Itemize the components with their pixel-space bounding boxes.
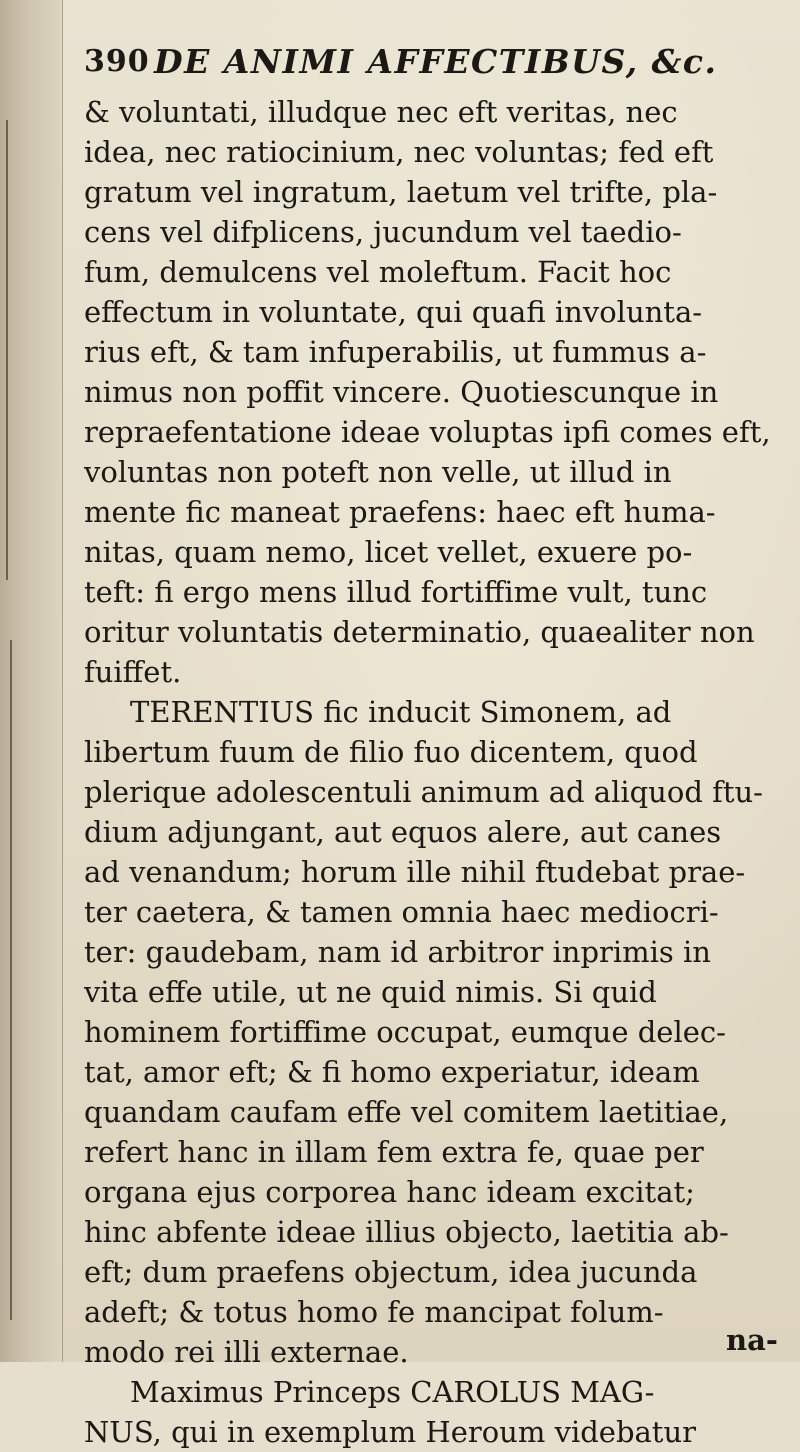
- text-line: NUS, qui in exemplum Heroum videbatur: [84, 1415, 697, 1449]
- text-line: ad venandum; horum ille nihil ftudebat prae-: [84, 855, 746, 889]
- text-line: nimus non poffit vincere. Quotiescunque in: [84, 375, 719, 409]
- text-line: hominem fortiffime occupat, eumque delec-: [84, 1015, 726, 1049]
- text-line: ter caetera, & tamen omnia haec mediocri-: [84, 895, 719, 929]
- text-line: hinc abfente ideae illius objecto, laetitia ab-: [84, 1215, 729, 1249]
- body-text: [84, 92, 790, 1452]
- page-number: 390: [84, 44, 150, 79]
- text-line: fum, demulcens vel moleftum. Facit hoc: [84, 255, 672, 289]
- text-line: teft: fi ergo mens illud fortiffime vult, tunc: [84, 575, 708, 609]
- text-line: tat, amor eft; & fi homo experiatur, ideam: [84, 1055, 700, 1089]
- running-head: DE ANIMI AFFECTIBUS, &c.: [154, 42, 718, 81]
- text-line: quandam caufam effe vel comitem laetitiae,: [84, 1095, 729, 1129]
- text-line: idea, nec ratiocinium, nec voluntas; fed eft: [84, 135, 714, 169]
- text-line: repraefentatione ideae voluptas ipfi comes eft,: [84, 415, 771, 449]
- text-line: eft; dum praefens objectum, idea jucunda: [84, 1255, 698, 1289]
- text-line: voluntas non poteft non velle, ut illud in: [84, 455, 672, 489]
- gutter-edge-line: [6, 120, 8, 580]
- text-line: libertum fuum de filio fuo dicentem, quod: [84, 735, 698, 769]
- page-header: [84, 44, 784, 88]
- text-line: ter: gaudebam, nam id arbitror inprimis in: [84, 935, 711, 969]
- text-line: effectum in voluntate, qui quafi involunta-: [84, 295, 703, 329]
- page-gutter: [0, 0, 63, 1362]
- text-line: & voluntati, illudque nec eft veritas, nec: [84, 95, 678, 129]
- text-line: plerique adolescentuli animum ad aliquod ftu-: [84, 775, 763, 809]
- text-line: organa ejus corporea hanc ideam excitat;: [84, 1175, 695, 1209]
- text-line: refert hanc in illam fem extra fe, quae per: [84, 1135, 704, 1169]
- text-line: vita effe utile, ut ne quid nimis. Si quid: [84, 975, 657, 1009]
- paragraph-start-line: TERENTIUS fic inducit Simonem, ad: [130, 695, 672, 729]
- text-line: rius eft, & tam infuperabilis, ut fummus a-: [84, 335, 707, 369]
- text-line: fuiffet.: [84, 655, 182, 689]
- text-line: cens vel difplicens, jucundum vel taedio-: [84, 215, 682, 249]
- paragraph-start-line: Maximus Princeps CAROLUS MAG-: [130, 1375, 655, 1409]
- text-line: modo rei illi externae.: [84, 1335, 409, 1369]
- text-line: oritur voluntatis determinatio, quaealiter non: [84, 615, 755, 649]
- text-line: dium adjungant, aut equos alere, aut canes: [84, 815, 722, 849]
- text-line: mente fic maneat praefens: haec eft huma-: [84, 495, 716, 529]
- text-line: gratum vel ingratum, laetum vel trifte, pla-: [84, 175, 718, 209]
- text-line: nitas, quam nemo, licet vellet, exuere po-: [84, 535, 693, 569]
- text-line: adeft; & totus homo fe mancipat folum-: [84, 1295, 664, 1329]
- catchword: na-: [726, 1323, 778, 1357]
- gutter-edge-line: [10, 640, 12, 1320]
